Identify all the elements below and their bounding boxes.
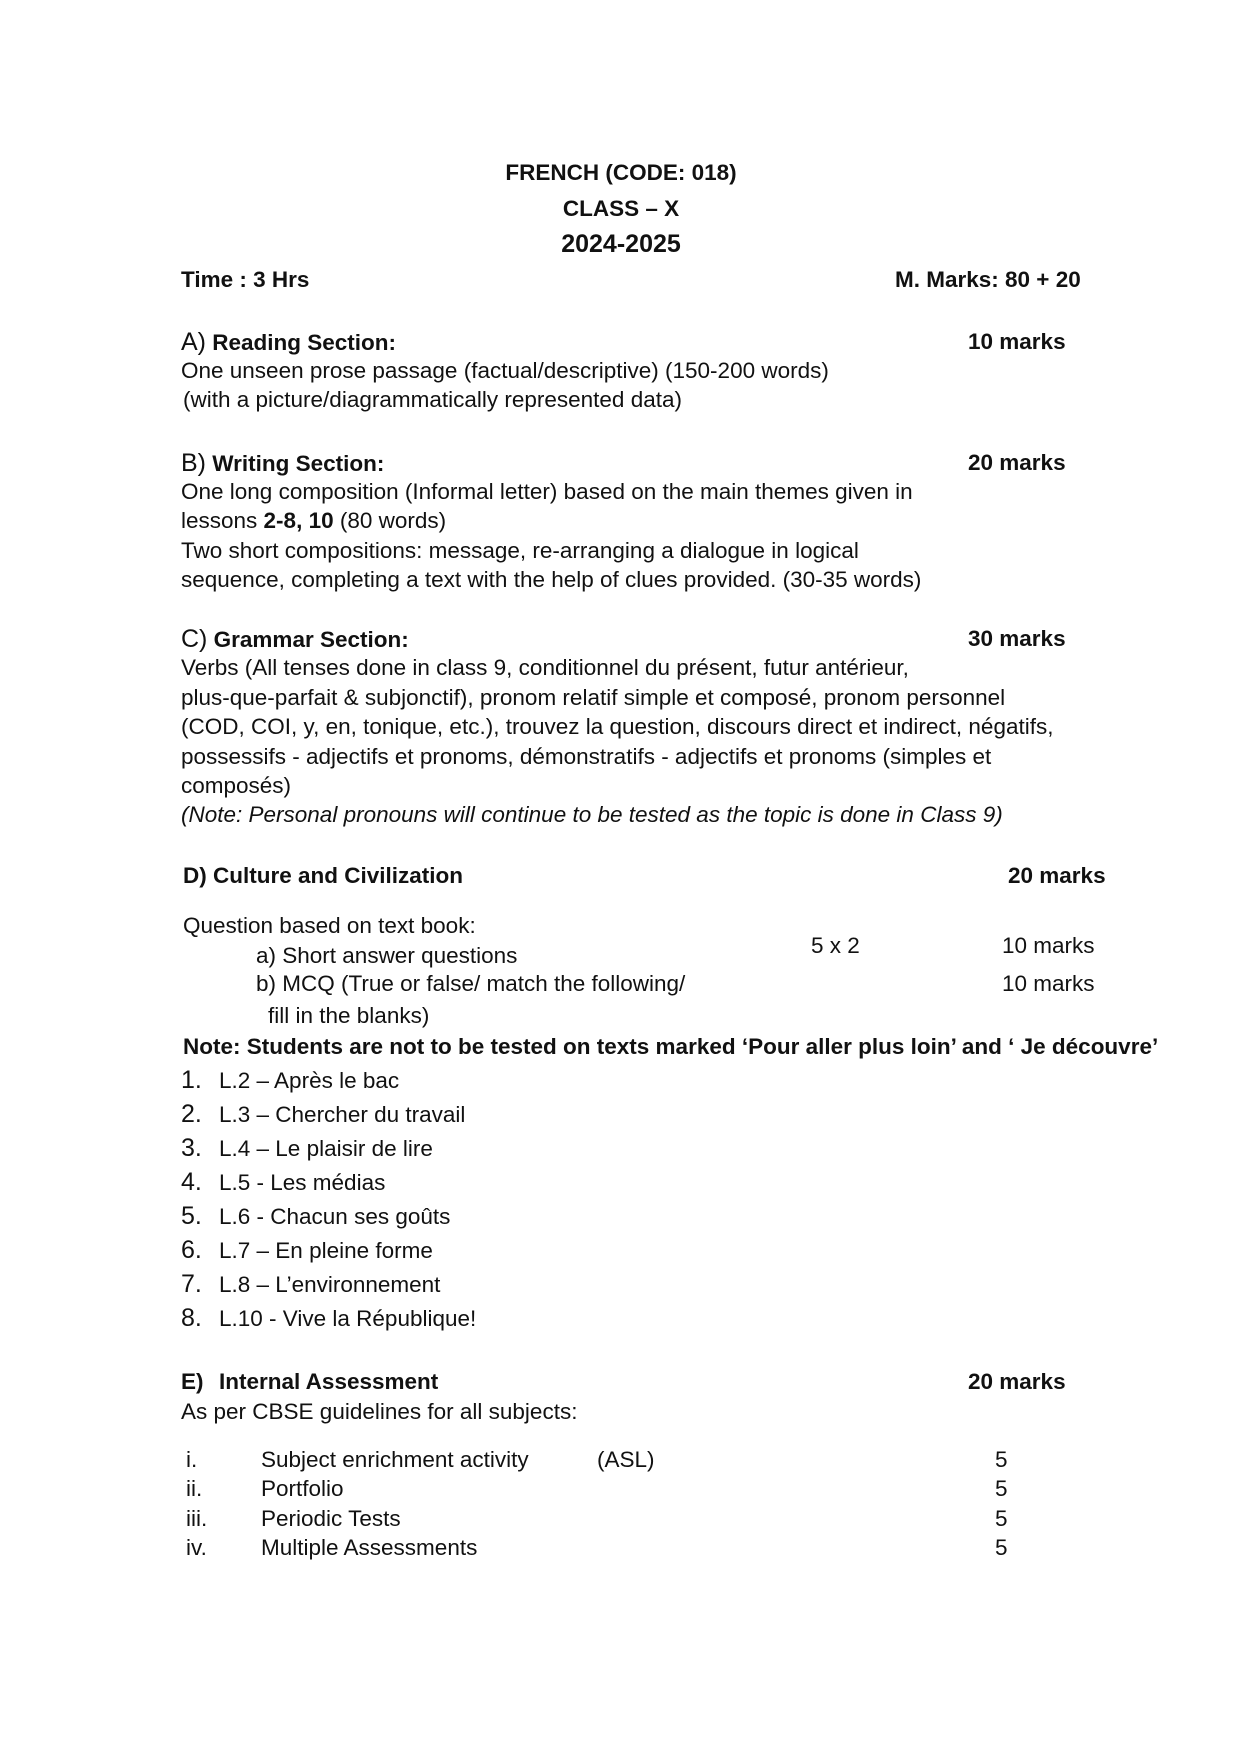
lesson-title: L.2 – Après le bac [219, 1068, 400, 1093]
lesson-title: L.7 – En pleine forme [219, 1238, 433, 1263]
section-b-line-1: One long composition (Informal letter) based on the main themes given in [181, 479, 913, 504]
section-a-marks: 10 marks [968, 329, 1066, 354]
lesson-number: 2. [181, 1100, 202, 1128]
section-d-marks: 20 marks [1008, 863, 1106, 888]
lesson-item [181, 1102, 465, 1127]
assessment-marks: 5 [995, 1535, 1008, 1560]
section-b-marks: 20 marks [968, 450, 1066, 475]
section-d-item-b-marks: 10 marks [1002, 971, 1095, 996]
section-b-letter: B) [181, 449, 206, 477]
assessment-marks: 5 [995, 1506, 1008, 1531]
lesson-item [181, 1306, 476, 1331]
section-e-marks: 20 marks [968, 1369, 1066, 1394]
section-b-line-4: sequence, completing a text with the help of clues provided. (30-35 words) [181, 567, 922, 592]
lesson-number: 4. [181, 1168, 202, 1196]
lesson-item [181, 1238, 433, 1263]
section-e-title: Internal Assessment [219, 1369, 439, 1394]
assessment-label: Portfolio [261, 1476, 344, 1501]
section-c-heading [181, 627, 409, 652]
lesson-number: 1. [181, 1066, 202, 1094]
lesson-item [181, 1170, 385, 1195]
section-e-letter: E) [181, 1369, 204, 1394]
section-e-heading [181, 1371, 438, 1394]
lesson-number: 5. [181, 1202, 202, 1230]
section-d-item-a-calc: 5 x 2 [811, 933, 860, 958]
section-c-line-3: (COD, COI, y, en, tonique, etc.), trouvez la question, discours direct et indirect, négatifs, [181, 714, 1054, 739]
section-c-line-2: plus-que-parfait & subjonctif), pronom relatif simple et composé, pronom personnel [181, 685, 1006, 710]
assessment-number: i. [186, 1447, 198, 1472]
lesson-item [181, 1272, 440, 1297]
academic-year: 2024-2025 [561, 230, 681, 258]
section-b-line-3: Two short compositions: message, re-arranging a dialogue in logical [181, 538, 859, 563]
section-d-item-b: b) MCQ (True or false/ match the following/ [256, 971, 686, 996]
section-d-item-b-cont: fill in the blanks) [268, 1003, 430, 1028]
section-b-lessons: 2-8, 10 [263, 508, 334, 533]
section-b-word-count: (80 words) [333, 508, 447, 533]
section-c-note: (Note: Personal pronouns will continue to be tested as the topic is done in Class 9) [181, 802, 1003, 827]
assessment-marks: 5 [995, 1447, 1008, 1472]
section-b-line-2 [181, 510, 446, 533]
lesson-number: 6. [181, 1236, 202, 1264]
section-c-letter: C) [181, 625, 208, 653]
lesson-number: 7. [181, 1270, 202, 1298]
lesson-title: L.10 - Vive la République! [219, 1306, 477, 1331]
assessment-number: iv. [186, 1535, 207, 1560]
lesson-number: 3. [181, 1134, 202, 1162]
section-b-line-2-text: lessons [181, 508, 264, 533]
section-d-item-a: a) Short answer questions [256, 943, 518, 968]
max-marks-label: M. Marks: 80 + 20 [895, 267, 1081, 292]
section-c-line-4: possessifs - adjectifs et pronoms, démonstratifs - adjectifs et pronoms (simples et [181, 744, 992, 769]
section-c-line-1: Verbs (All tenses done in class 9, conditionnel du présent, futur antérieur, [181, 655, 909, 680]
section-b-title: Writing Section: [212, 451, 385, 476]
section-a-line-1: One unseen prose passage (factual/descriptive) (150-200 words) [181, 358, 829, 383]
section-d-intro: Question based on text book: [183, 913, 476, 938]
lesson-number: 8. [181, 1304, 202, 1332]
section-d-title: D) Culture and Civilization [183, 863, 464, 888]
section-c-line-5: composés) [181, 773, 292, 798]
assessment-label: Multiple Assessments [261, 1535, 478, 1560]
section-c-marks: 30 marks [968, 626, 1066, 651]
lesson-title: L.8 – L’environnement [219, 1272, 441, 1297]
assessment-label: Periodic Tests [261, 1506, 401, 1531]
section-a-heading [181, 330, 396, 355]
lesson-title: L.5 - Les médias [219, 1170, 386, 1195]
section-d-item-a-marks: 10 marks [1002, 933, 1095, 958]
lesson-title: L.6 - Chacun ses goûts [219, 1204, 451, 1229]
time-label: Time : 3 Hrs [181, 267, 310, 292]
assessment-marks: 5 [995, 1476, 1008, 1501]
section-a-line-2: (with a picture/diagrammatically represented data) [183, 387, 682, 412]
assessment-label: Subject enrichment activity [261, 1447, 529, 1472]
class-label: CLASS – X [562, 196, 680, 221]
lesson-title: L.3 – Chercher du travail [219, 1102, 466, 1127]
section-e-intro: As per CBSE guidelines for all subjects: [181, 1399, 578, 1424]
lesson-item [181, 1204, 450, 1229]
lesson-item [181, 1068, 399, 1093]
section-c-title: Grammar Section: [213, 627, 409, 652]
assessment-extra: (ASL) [597, 1447, 655, 1472]
section-a-title: Reading Section: [212, 330, 397, 355]
document-title: FRENCH (CODE: 018) [505, 160, 737, 185]
section-d-note: Note: Students are not to be tested on texts marked ‘Pour aller plus loin’ and ‘ Je découvre’ [183, 1034, 1159, 1059]
assessment-number: iii. [186, 1506, 208, 1531]
lesson-item [181, 1136, 433, 1161]
section-b-heading [181, 451, 384, 476]
assessment-number: ii. [186, 1476, 203, 1501]
section-a-letter: A) [181, 328, 206, 356]
lesson-title: L.4 – Le plaisir de lire [219, 1136, 433, 1161]
